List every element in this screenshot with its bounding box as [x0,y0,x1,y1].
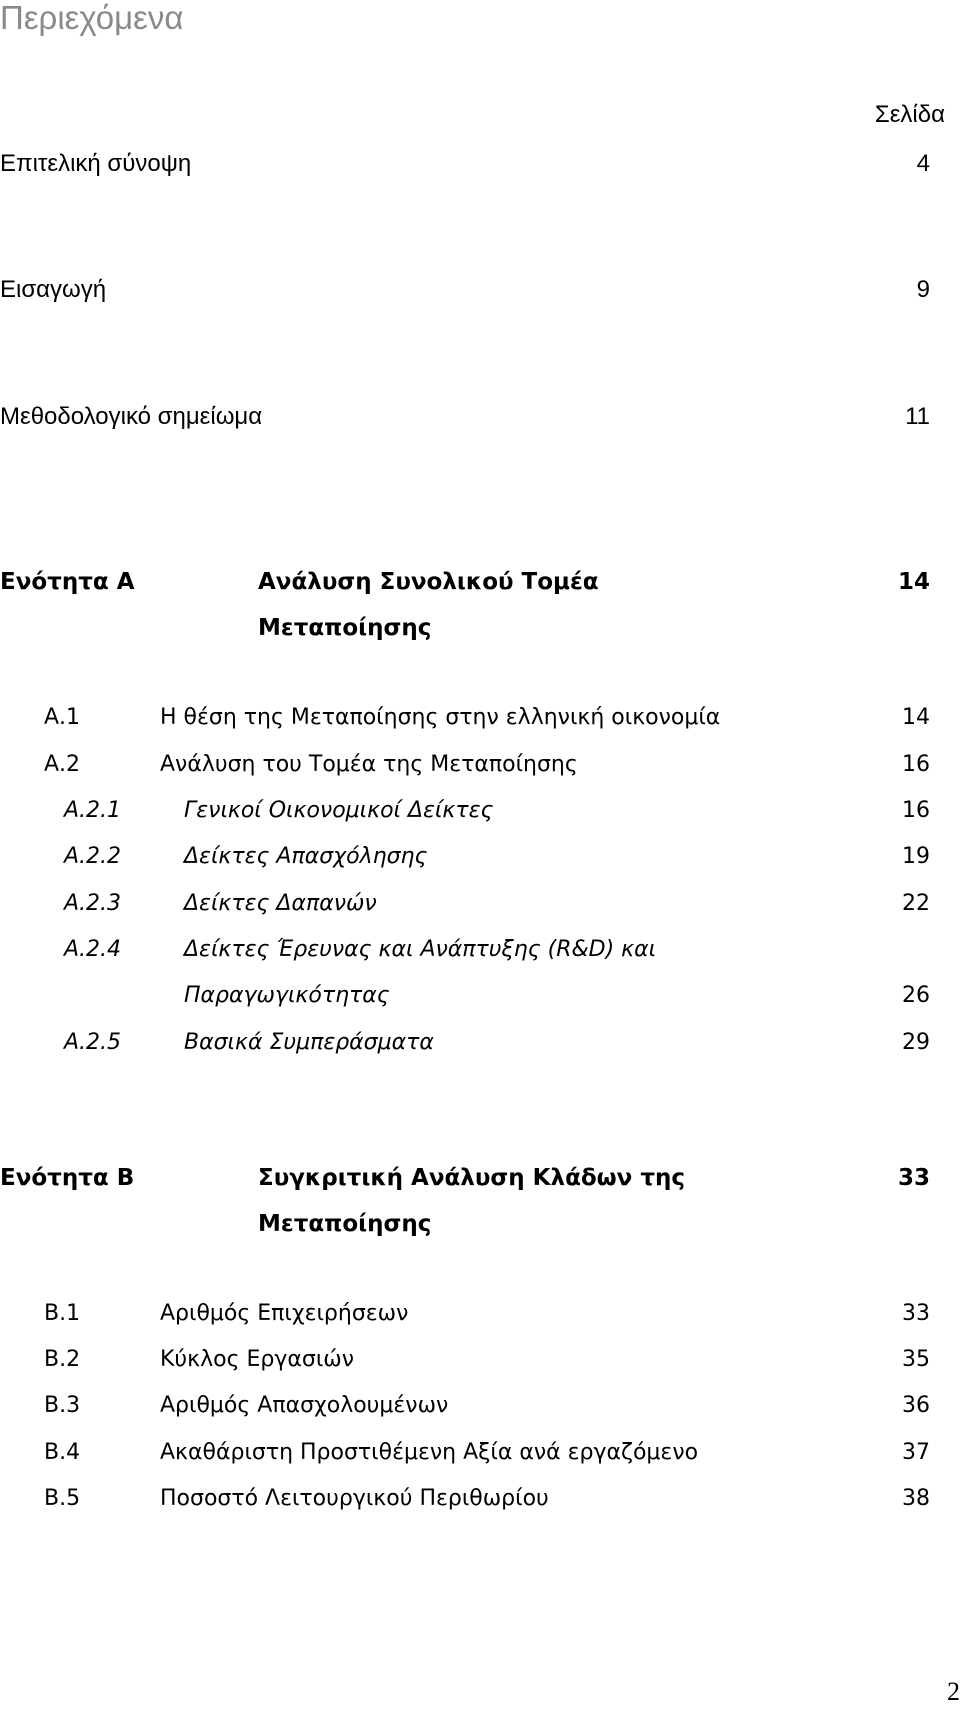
toc-entry-number: Β.2 [44,1347,81,1372]
toc-entry-label: Αριθμός Απασχολουμένων [160,1393,449,1418]
section-label: Ενότητα Α [0,569,135,595]
toc-entry-page: 36 [902,1393,930,1418]
toc-entry-number: Β.1 [44,1301,81,1326]
toc-entry-page: 9 [916,276,930,303]
toc-entry-number: Β.3 [44,1393,81,1418]
toc-entry-label: Η θέση της Μεταποίησης στην ελληνική οικονομία [160,705,721,730]
toc-entry-label: Γενικοί Οικονομικοί Δείκτες [184,798,494,823]
toc-entry-number: Α.2.4 [64,937,122,962]
toc-entry-label: Δείκτες Δαπανών [184,891,377,916]
toc-entry-label: Εισαγωγή [0,276,107,303]
toc-entry-label: Κύκλος Εργασιών [160,1347,354,1372]
toc-entry-page: 4 [916,150,930,177]
toc-entry-page: 19 [902,844,930,869]
toc-entry-label: Μεθοδολογικό σημείωμα [0,403,263,430]
toc-entry-page: 26 [902,983,930,1008]
section-label: Ενότητα Β [0,1165,135,1191]
toc-entry-label-continued: Παραγωγικότητας [184,983,390,1008]
toc-entry-page: 37 [902,1440,930,1465]
toc-entry-label: Βασικά Συμπεράσματα [184,1030,434,1055]
toc-entry-label: Ανάλυση του Τομέα της Μεταποίησης [160,752,578,777]
toc-entry-number: Α.2.2 [64,844,122,869]
toc-entry-number: Α.2.3 [64,891,122,916]
toc-entry-number: Α.2.1 [64,798,122,823]
toc-title: Περιεχόμενα [0,0,184,36]
toc-entry-number: Β.5 [44,1486,81,1511]
toc-entry-page: 33 [902,1301,930,1326]
toc-entry-page: 38 [902,1486,930,1511]
page-number: 2 [947,1677,960,1706]
section-page: 14 [897,569,930,595]
page-column-header: Σελίδα [874,101,945,128]
toc-entry-number: Α.1 [44,705,81,730]
toc-entry-number: Α.2.5 [64,1030,122,1055]
toc-entry-label: Δείκτες Απασχόλησης [184,844,428,869]
toc-entry-page: 14 [902,705,930,730]
section-title-line2: Μεταποίησης [258,615,432,641]
toc-entry-label: Επιτελική σύνοψη [0,150,192,177]
toc-entry-label: Αριθμός Επιχειρήσεων [160,1301,409,1326]
section-title-line1: Ανάλυση Συνολικού Τομέα [258,569,599,595]
toc-entry-page: 35 [902,1347,930,1372]
section-page: 33 [897,1165,930,1191]
toc-entry-label: Ποσοστό Λειτουργικού Περιθωρίου [160,1486,549,1511]
toc-entry-page: 22 [902,891,930,916]
toc-entry-page: 11 [905,403,930,430]
toc-entry-label: Δείκτες Έρευνας και Ανάπτυξης (R&D) και [184,937,657,962]
toc-entry-page: 29 [902,1030,930,1055]
section-title-line1: Συγκριτική Ανάλυση Κλάδων της [258,1165,686,1191]
toc-entry-label: Ακαθάριστη Προστιθέμενη Αξία ανά εργαζόμενο [160,1440,699,1465]
toc-entry-number: Β.4 [44,1440,81,1465]
toc-entry-page: 16 [902,752,930,777]
toc-entry-page: 16 [902,798,930,823]
toc-entry-number: Α.2 [44,752,81,777]
section-title-line2: Μεταποίησης [258,1211,432,1237]
